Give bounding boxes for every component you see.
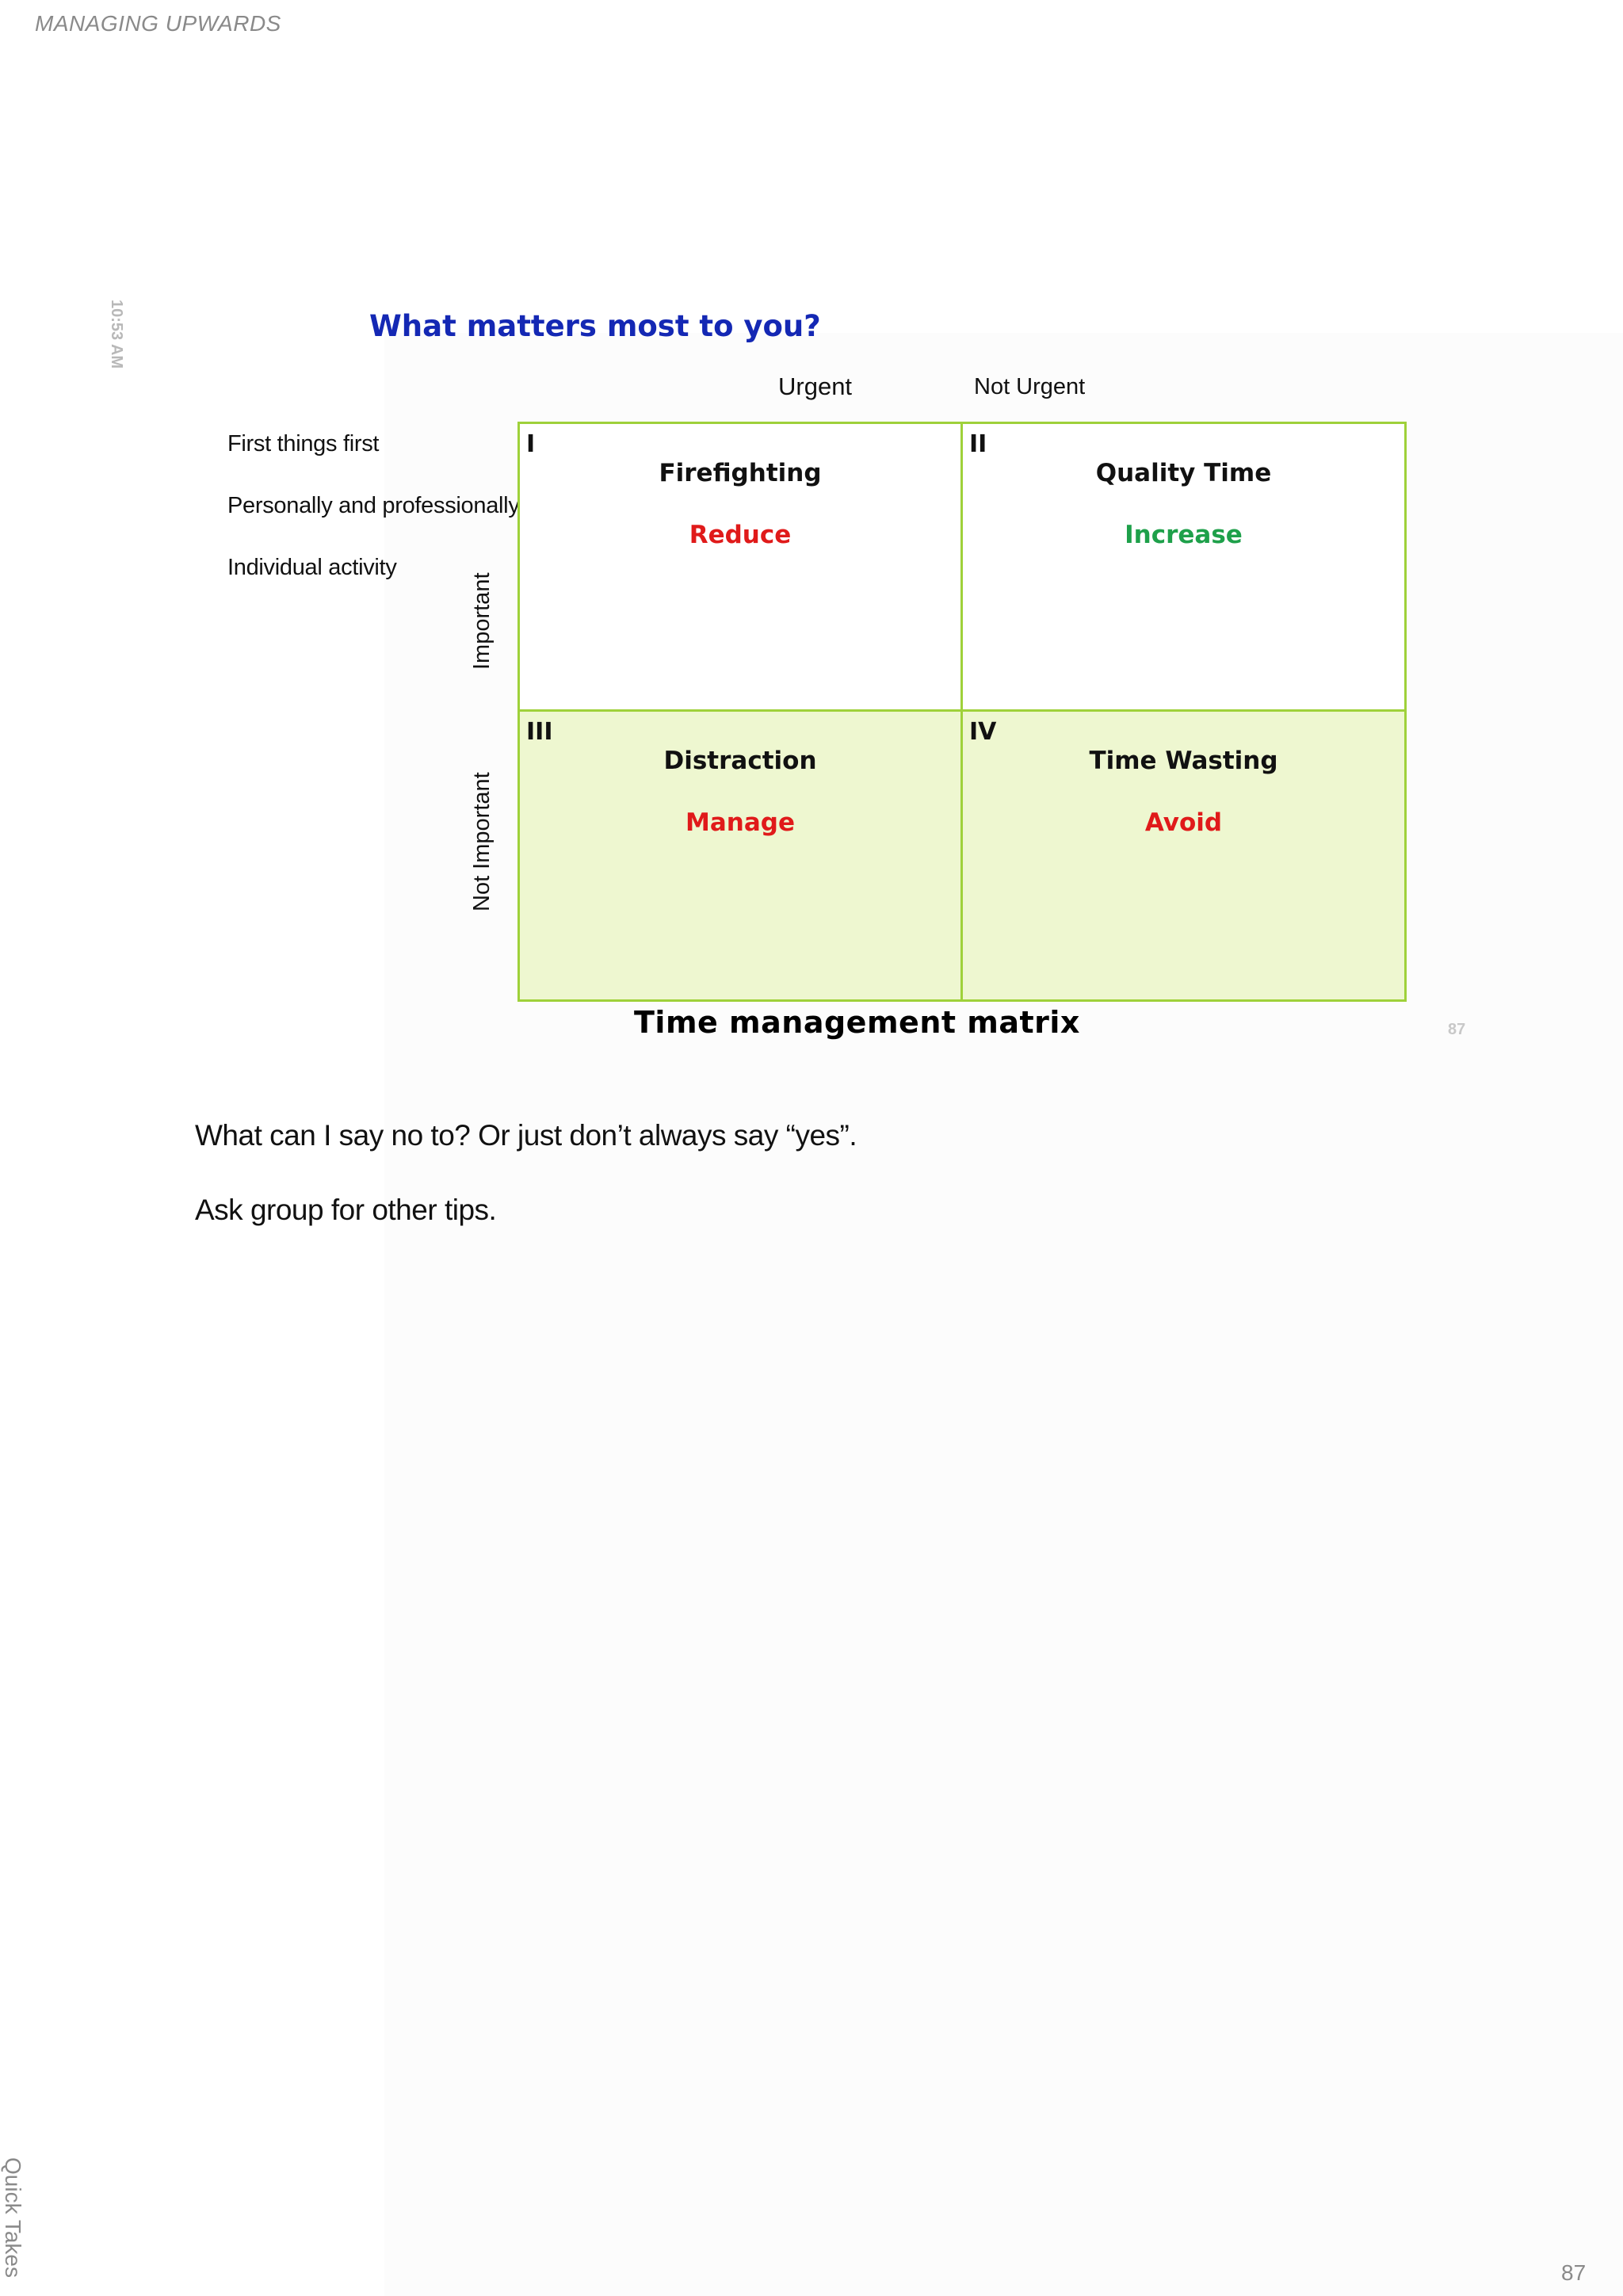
- time-management-matrix: [517, 422, 1407, 1002]
- body-line-ask-group: Ask group for other tips.: [195, 1194, 497, 1226]
- row-label-important: Important: [469, 572, 495, 670]
- quadrant-numeral: II: [969, 430, 987, 458]
- note-personally-professionally: Personally and professionally: [227, 493, 520, 518]
- quadrant-name: Time Wasting: [1089, 747, 1278, 775]
- note-first-things-first: First things first: [227, 431, 380, 457]
- column-header-not-urgent: Not Urgent: [974, 374, 1086, 399]
- quadrant-action: Increase: [1125, 521, 1243, 549]
- quadrant-quality-time: [963, 424, 1404, 712]
- quadrant-numeral: I: [526, 430, 536, 458]
- side-footer-label: Quick Takes: [1, 2157, 25, 2278]
- row-label-not-important: Not Important: [469, 772, 495, 911]
- slide-number: 87: [1448, 1021, 1466, 1038]
- body-line-say-no: What can I say no to? Or just don’t always say “yes”.: [195, 1119, 857, 1152]
- running-header: MANAGING UPWARDS: [35, 11, 281, 36]
- slide-title: What matters most to you?: [369, 309, 821, 343]
- quadrant-numeral: III: [526, 718, 553, 746]
- note-individual-activity: Individual activity: [227, 555, 397, 580]
- quadrant-firefighting: [520, 424, 963, 712]
- quadrant-action: Manage: [685, 808, 795, 837]
- quadrant-time-wasting: [963, 712, 1404, 999]
- quadrant-name: Quality Time: [1095, 459, 1272, 487]
- quadrant-action: Avoid: [1144, 808, 1223, 837]
- page-number: 87: [1561, 2260, 1587, 2285]
- quadrant-distraction: [520, 712, 963, 999]
- quadrant-name: Distraction: [663, 747, 817, 775]
- timestamp-stamp: 10:53 AM: [108, 300, 125, 369]
- matrix-caption: Time management matrix: [634, 1005, 1080, 1040]
- column-header-urgent: Urgent: [778, 372, 853, 400]
- quadrant-numeral: IV: [969, 718, 997, 746]
- quadrant-name: Firefighting: [659, 459, 822, 487]
- quadrant-action: Reduce: [689, 521, 792, 549]
